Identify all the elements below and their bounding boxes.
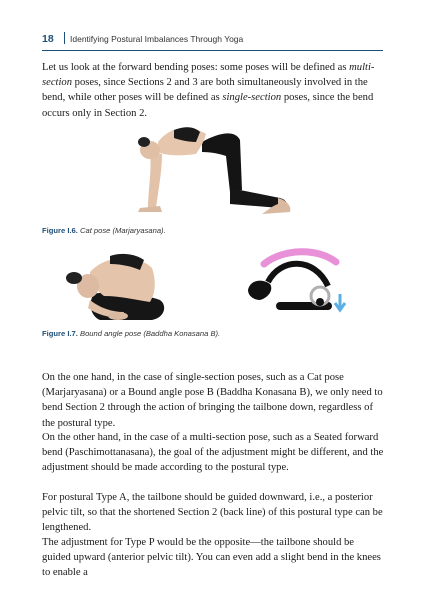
term-multi-section: multi-section [42,62,375,89]
figure-title: Cat pose (Marjaryasana). [80,226,166,235]
page-number: 18 [42,33,54,45]
spine-section-diagram [240,250,360,325]
body-paragraph-2: On the other hand, in the case of a multi-section pose, such as a Seated forward bend (Paschimottanasana), the goal of the adjustment might be different, and the adjustment should be made according to the postural type. [42,432,384,474]
bound-angle-pose-photo [60,250,172,324]
figure-caption-1-7 [42,329,220,338]
figure-caption-1-6 [42,226,166,235]
down-arrow-icon [335,294,345,310]
term-single-section: single-section [222,92,282,104]
head-shape [248,281,271,300]
body-paragraph-3: For postural Type A, the tailbone should be guided downward, i.e., a posterior pelvic tilt, so that the shortened Section 2 (back line) of this postural type can be lengthened. [42,492,383,534]
figure-title: Bound angle pose (Baddha Konasana B). [80,329,221,338]
figure-label: Figure I.6. [42,226,78,235]
running-header [42,32,383,51]
body-paragraph-4: The adjustment for Type P would be the opposite—the tailbone should be guided upward (anterior pelvic tilt). You can even add a slight bend in the knees to enable a [42,537,381,579]
section-arc-black [268,264,328,286]
header-separator [64,32,65,44]
body-paragraph-1: On the one hand, in the case of single-section poses, such as a Cat pose (Marjaryasana) or a Bound angle pose B (Baddha Konasana B), we only need to bend Section 2 through the action of bringing the tailbone down, regardless of the postural type. [42,372,383,429]
pelvis-dot [316,298,324,306]
figure-label: Figure I.7. [42,329,78,338]
intro-paragraph: Let us look at the forward bending poses: some poses will be defined as multi-section poses, since Sections 2 and 3 are both simultaneously involved in the bend, while other poses will be defined as single-section poses, since the bend occurs only in Section 2. [42,62,375,119]
running-title: Identifying Postural Imbalances Through Yoga [70,34,244,44]
cat-pose-photo [130,112,305,220]
